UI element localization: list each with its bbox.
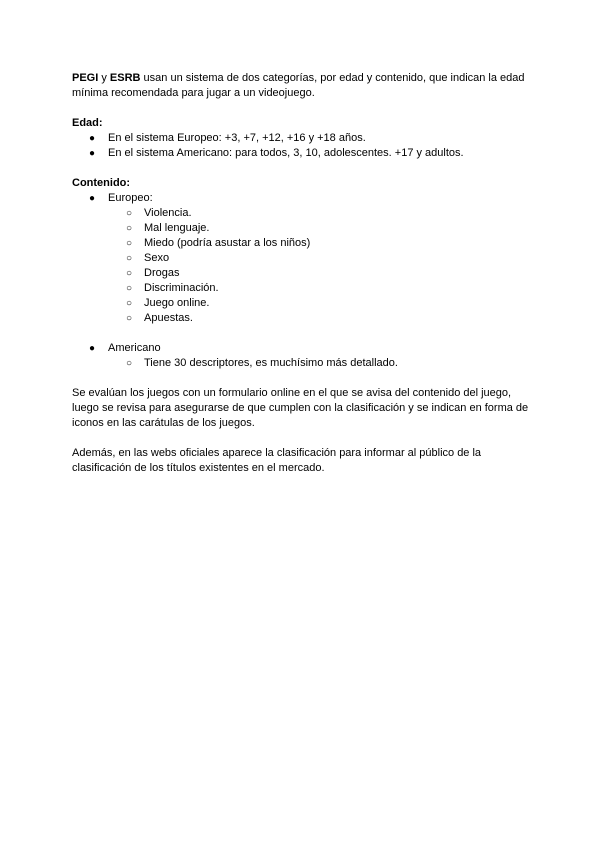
edad-list bbox=[72, 131, 532, 161]
americano-label: Americano bbox=[108, 342, 161, 354]
circle-bullet-icon: ○ bbox=[126, 208, 133, 219]
sub-list-item-text: Miedo (podría asustar a los niños) bbox=[144, 237, 311, 249]
sub-list-item-text: Mal lenguaje. bbox=[144, 222, 210, 234]
sub-list-item-text: Drogas bbox=[144, 267, 180, 279]
sub-list-item bbox=[108, 311, 532, 326]
list-item-europeo bbox=[72, 191, 532, 341]
contenido-heading: Contenido: bbox=[72, 177, 131, 189]
bullet-icon: ● bbox=[89, 193, 96, 204]
circle-bullet-icon: ○ bbox=[126, 238, 133, 249]
sub-list-item bbox=[108, 266, 532, 281]
list-item bbox=[72, 131, 532, 146]
spacer bbox=[108, 326, 532, 341]
sub-list-item-text: Tiene 30 descriptores, es muchísimo más detallado. bbox=[144, 357, 398, 369]
intro-connector: y bbox=[98, 72, 110, 84]
sub-list-item bbox=[108, 356, 532, 371]
esrb-term: ESRB bbox=[109, 72, 141, 84]
sub-list-item bbox=[108, 251, 532, 266]
intro-paragraph bbox=[72, 71, 532, 101]
americano-sublist bbox=[108, 356, 532, 371]
contenido-list bbox=[72, 191, 532, 371]
europeo-label: Europeo: bbox=[108, 192, 153, 204]
sub-list-item bbox=[108, 236, 532, 251]
sub-list-item bbox=[108, 281, 532, 296]
websites-paragraph: Además, en las webs oficiales aparece la clasificación para informar al público de la clasificación de los títulos existentes en el mercado. bbox=[72, 447, 482, 474]
list-item-text: En el sistema Americano: para todos, 3, 10, adolescentes. +17 y adultos. bbox=[108, 147, 464, 159]
sub-list-item bbox=[108, 206, 532, 221]
circle-bullet-icon: ○ bbox=[126, 223, 133, 234]
sub-list-item-text: Sexo bbox=[144, 252, 170, 264]
sub-list-item bbox=[108, 221, 532, 236]
circle-bullet-icon: ○ bbox=[126, 358, 133, 369]
sub-list-item-text: Violencia. bbox=[144, 207, 192, 219]
document-page bbox=[72, 71, 532, 491]
sub-list-item-text: Discriminación. bbox=[144, 282, 219, 294]
circle-bullet-icon: ○ bbox=[126, 313, 133, 324]
intro-text: usan un sistema de dos categorías, por edad y contenido, que indican la edad mínima recomendada para jugar a un videojuego. bbox=[72, 72, 525, 99]
edad-heading: Edad: bbox=[72, 117, 103, 129]
europeo-sublist bbox=[108, 206, 532, 326]
bullet-icon: ● bbox=[89, 343, 96, 354]
circle-bullet-icon: ○ bbox=[126, 253, 133, 264]
circle-bullet-icon: ○ bbox=[126, 283, 133, 294]
circle-bullet-icon: ○ bbox=[126, 268, 133, 279]
bullet-icon: ● bbox=[89, 133, 96, 144]
contenido-section bbox=[72, 176, 532, 371]
bullet-icon: ● bbox=[89, 148, 96, 159]
edad-section bbox=[72, 116, 532, 161]
circle-bullet-icon: ○ bbox=[126, 298, 133, 309]
sub-list-item-text: Juego online. bbox=[144, 297, 210, 309]
evaluation-paragraph: Se evalúan los juegos con un formulario online en el que se avisa del contenido del juego, luego se revisa para asegurarse de que cumplen con la clasificación y se indican en forma de iconos en las carátulas de los juegos. bbox=[72, 387, 529, 429]
sub-list-item-text: Apuestas. bbox=[144, 312, 193, 324]
list-item-americano bbox=[72, 341, 532, 371]
list-item bbox=[72, 146, 532, 161]
pegi-term: PEGI bbox=[72, 72, 99, 84]
list-item-text: En el sistema Europeo: +3, +7, +12, +16 y +18 años. bbox=[108, 132, 366, 144]
sub-list-item bbox=[108, 296, 532, 311]
